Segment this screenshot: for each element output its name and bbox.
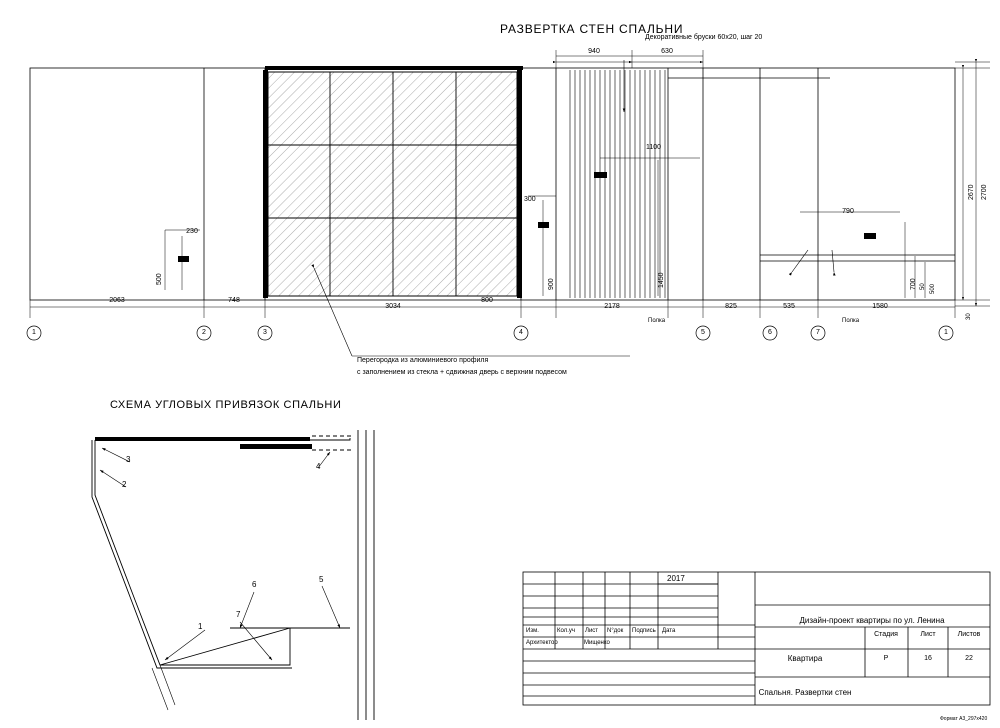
axis-mark-4: 4 xyxy=(519,329,523,336)
axis-bubbles xyxy=(27,326,953,340)
corner-label-3: 3 xyxy=(126,455,131,464)
stamp-row-koluch: Кол.уч xyxy=(557,628,575,634)
annotation-partition-line2: с заполнением из стекла + сдвижная дверь с верхним подвесом xyxy=(357,369,567,376)
dim-right-2700: 2700 xyxy=(981,184,988,200)
stamp-year: 2017 xyxy=(667,574,685,583)
dim-230: 230 xyxy=(186,228,198,235)
axis-mark-6: 6 xyxy=(768,329,772,336)
dim-bottom-7: 1580 xyxy=(872,303,888,310)
axis-mark-7: 7 xyxy=(816,329,820,336)
dim-500-right: 500 xyxy=(930,283,936,294)
dim-790: 790 xyxy=(842,208,854,215)
axis-mark-3: 3 xyxy=(263,329,267,336)
dim-top-940: 940 xyxy=(588,48,600,55)
stamp-row-ndok: N°док xyxy=(607,628,624,634)
dim-50: 50 xyxy=(920,283,926,290)
stamp-col-listov: Листов xyxy=(957,631,981,638)
dim-right-30: 30 xyxy=(966,313,972,320)
dim-bottom-4: 2178 xyxy=(604,303,620,310)
annotation-partition-line1: Перегородка из алюминиевого профиля xyxy=(357,357,489,364)
corner-label-2: 2 xyxy=(122,480,127,489)
dim-1450: 1450 xyxy=(658,272,665,288)
stamp-row-list: Лист xyxy=(585,628,599,634)
stamp-val-list: 16 xyxy=(924,655,932,662)
corner-label-4: 4 xyxy=(316,462,321,471)
dim-bottom-0: 2063 xyxy=(109,297,125,304)
axis-mark-5: 5 xyxy=(701,329,705,336)
dim-right-2670: 2670 xyxy=(968,184,975,200)
corner-scheme-title: СХЕМА УГЛОВЫХ ПРИВЯЗОК СПАЛЬНИ xyxy=(110,399,342,411)
stamp-project: Дизайн-проект квартиры по ул. Ленина xyxy=(799,616,945,625)
dim-700: 700 xyxy=(910,278,917,290)
dim-top-630: 630 xyxy=(661,48,673,55)
dim-900: 900 xyxy=(548,278,555,290)
corner-label-7: 7 xyxy=(236,610,241,619)
axis-mark-2: 2 xyxy=(202,329,206,336)
page-title: РАЗВЕРТКА СТЕН СПАЛЬНИ xyxy=(500,22,684,36)
decorative-slats xyxy=(570,70,665,298)
stamp-val-listov: 22 xyxy=(965,655,973,662)
stamp-row-data: Дата xyxy=(662,628,676,634)
dim-bottom-3: 800 xyxy=(481,297,493,304)
corner-label-6: 6 xyxy=(252,580,257,589)
dim-1100: 1100 xyxy=(646,144,662,151)
stamp-row-izm: Изм. xyxy=(526,628,539,634)
corner-scheme-plan xyxy=(92,430,374,720)
corner-label-5: 5 xyxy=(319,575,324,584)
stamp-val-stadia: Р xyxy=(883,655,889,662)
dim-500-left: 500 xyxy=(156,273,163,285)
stamp-row-podpis: Подпись xyxy=(632,628,656,634)
dim-300: 300 xyxy=(524,196,536,203)
corner-label-1: 1 xyxy=(198,622,203,631)
glass-partition xyxy=(263,66,523,298)
annotation-slats: Декоративные бруски 60х20, шаг 20 xyxy=(645,34,763,41)
format-note: Формат А3_297х420 xyxy=(940,716,988,722)
stamp-object: Квартира xyxy=(787,654,823,663)
dim-bottom-6: 535 xyxy=(783,303,795,310)
stamp-sheet-name: Спальня. Развертки стен xyxy=(758,688,852,697)
title-block-frame xyxy=(523,572,990,705)
label-shelf-left: Полка xyxy=(648,318,666,324)
axis-mark-1: 1 xyxy=(32,329,36,336)
stamp-col-stadia: Стадия xyxy=(874,631,898,638)
stamp-name: Мищенко xyxy=(584,640,610,646)
dim-bottom-2: 3034 xyxy=(385,303,401,310)
label-shelf-right: Полка xyxy=(842,318,860,324)
stamp-col-list: Лист xyxy=(920,631,936,638)
dim-bottom-5: 825 xyxy=(725,303,737,310)
dim-bottom-1: 748 xyxy=(228,297,240,304)
axis-mark-1b: 1 xyxy=(944,329,948,336)
stamp-role: Архитектор xyxy=(526,640,558,646)
